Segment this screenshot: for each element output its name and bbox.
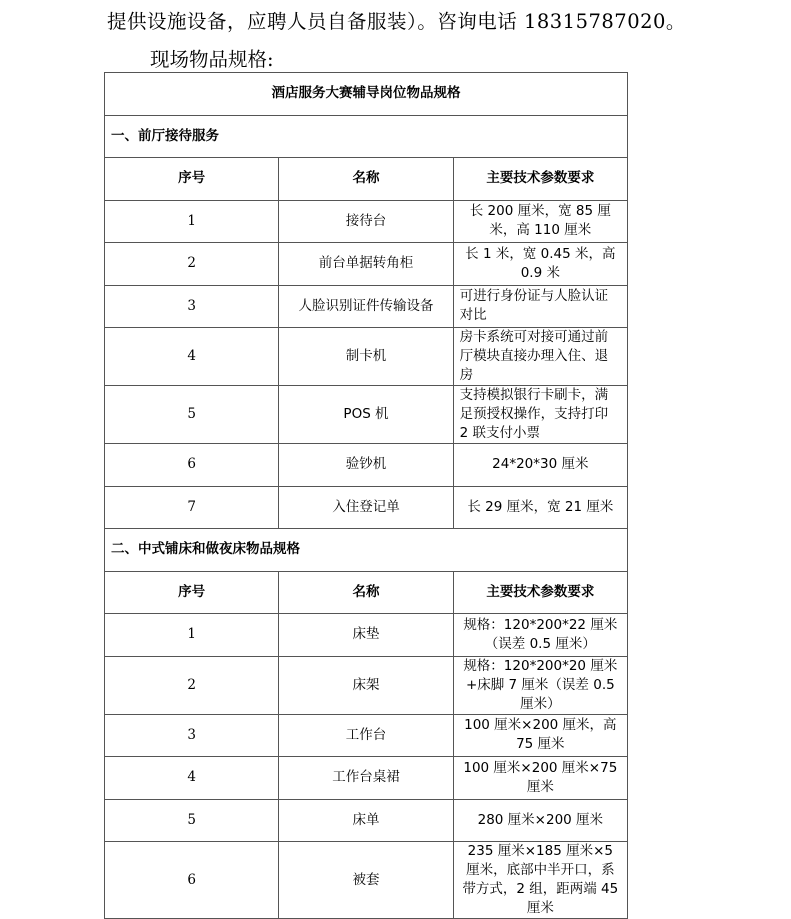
table-row [105,386,628,444]
row-name: 床垫 [279,614,453,657]
row-name: 接待台 [279,200,453,243]
section-heading: 一、前厅接待服务 [105,115,628,158]
row-no: 2 [105,656,279,714]
table-header-row [105,158,628,201]
header-name: 名称 [279,158,453,201]
row-name: 人脸识别证件传输设备 [279,285,453,328]
table-row [105,328,628,386]
header-no: 序号 [105,571,279,614]
header-spec: 主要技术参数要求 [453,571,627,614]
header-no: 序号 [105,158,279,201]
spec-table [104,72,628,919]
row-name: 验钞机 [279,444,453,487]
row-spec: 支持模拟银行卡刷卡，满足预授权操作，支持打印 2 联支付小票 [453,386,627,444]
row-name: POS 机 [279,386,453,444]
intro-line: 提供设施设备，应聘人员自备服装）。咨询电话 18315787020。 [107,10,686,33]
row-no: 5 [105,799,279,842]
table-row [105,486,628,529]
row-no: 4 [105,328,279,386]
row-name: 床架 [279,656,453,714]
row-spec: 100 厘米×200 厘米，高 75 厘米 [453,714,627,757]
row-spec: 规格：120*200*20 厘米+床脚 7 厘米（误差 0.5 厘米） [453,656,627,714]
row-name: 制卡机 [279,328,453,386]
row-no: 6 [105,842,279,919]
row-name: 被套 [279,842,453,919]
header-name: 名称 [279,571,453,614]
table-row [105,200,628,243]
row-spec: 长 1 米，宽 0.45 米，高 0.9 米 [453,243,627,286]
table-row [105,444,628,487]
row-no: 1 [105,614,279,657]
row-spec: 长 29 厘米，宽 21 厘米 [453,486,627,529]
table-row [105,285,628,328]
row-spec: 24*20*30 厘米 [453,444,627,487]
row-spec: 长 200 厘米，宽 85 厘米，高 110 厘米 [453,200,627,243]
row-name: 入住登记单 [279,486,453,529]
row-no: 4 [105,757,279,800]
row-spec: 房卡系统可对接可通过前厅模块直接办理入住、退房 [453,328,627,386]
table-header-row [105,571,628,614]
row-no: 2 [105,243,279,286]
row-no: 3 [105,285,279,328]
sub-heading: 现场物品规格: [150,48,274,71]
row-no: 5 [105,386,279,444]
table-row [105,243,628,286]
section-heading: 二、中式铺床和做夜床物品规格 [105,529,628,572]
row-spec: 280 厘米×200 厘米 [453,799,627,842]
header-spec: 主要技术参数要求 [453,158,627,201]
row-name: 工作台 [279,714,453,757]
table-row [105,799,628,842]
row-no: 6 [105,444,279,487]
row-no: 3 [105,714,279,757]
table-row [105,842,628,919]
row-no: 1 [105,200,279,243]
table-row [105,614,628,657]
row-spec: 100 厘米×200 厘米×75 厘米 [453,757,627,800]
row-spec: 可进行身份证与人脸认证对比 [453,285,627,328]
row-no: 7 [105,486,279,529]
row-name: 前台单据转角柜 [279,243,453,286]
table-row [105,714,628,757]
row-name: 床单 [279,799,453,842]
row-spec: 235 厘米×185 厘米×5 厘米，底部中半开口，系带方式，2 组，距两端 45 厘米 [453,842,627,919]
row-spec: 规格：120*200*22 厘米（误差 0.5 厘米） [453,614,627,657]
table-title: 酒店服务大赛辅导岗位物品规格 [105,73,628,116]
table-row [105,757,628,800]
row-name: 工作台桌裙 [279,757,453,800]
table-row [105,656,628,714]
